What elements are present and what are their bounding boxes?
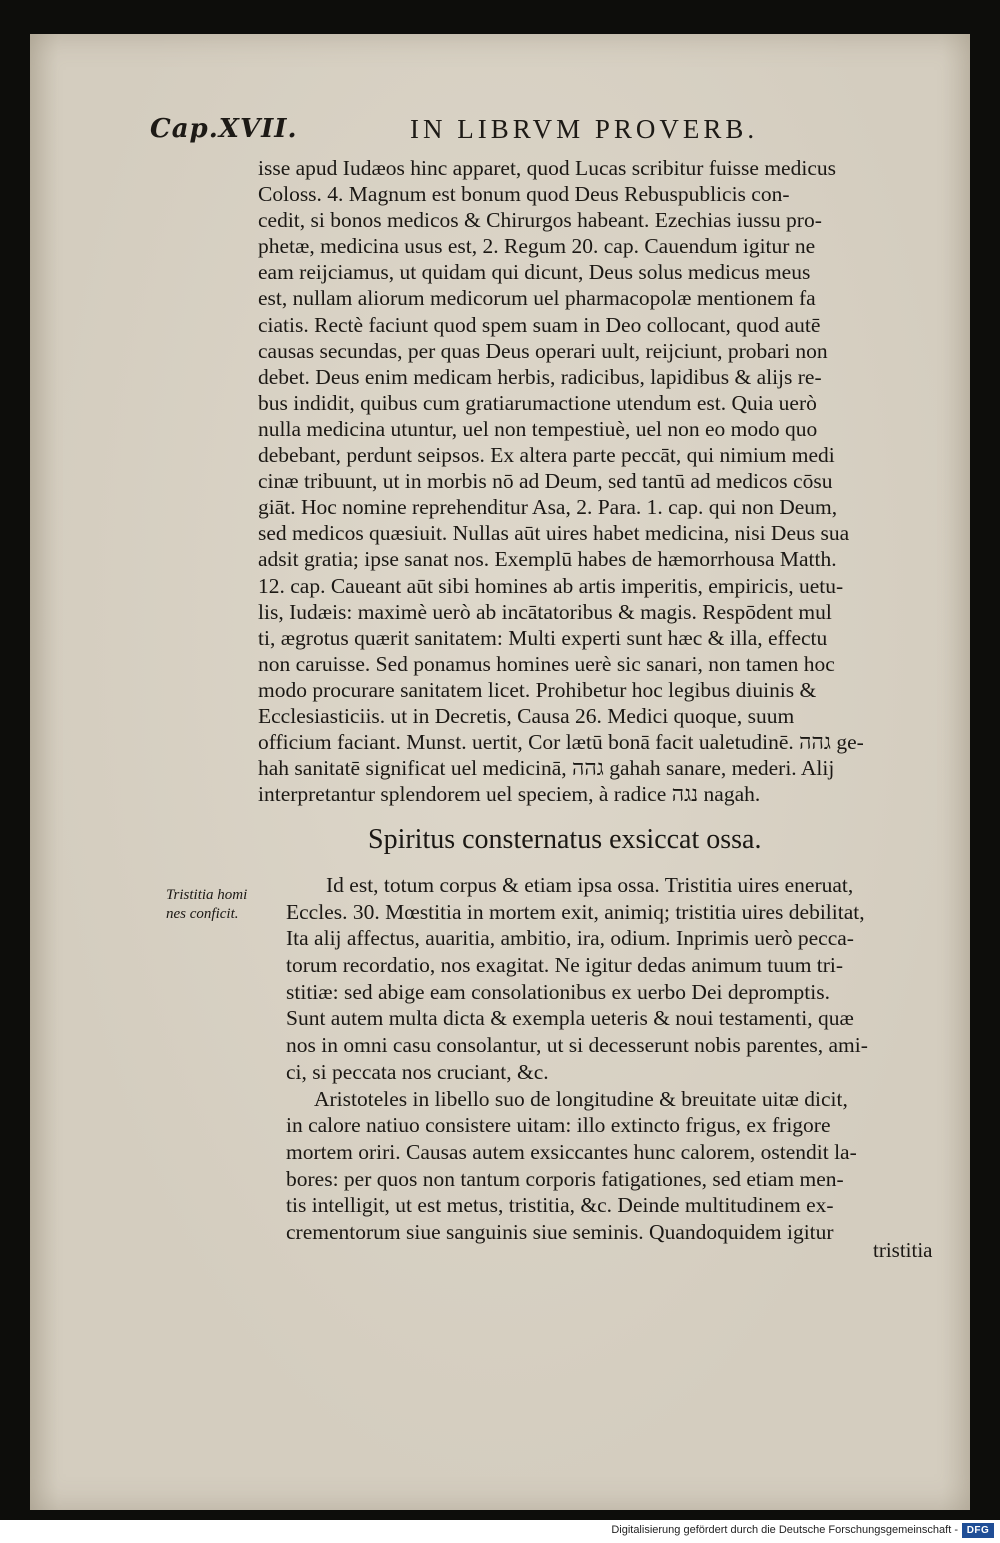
- text-line: ciatis. Rectè faciunt quod spem suam in Deo collocant, quod autē: [258, 312, 821, 337]
- text-line: bores: per quos non tantum corporis fatigationes, sed etiam men-: [286, 1166, 844, 1191]
- text-line: isse apud Iudæos hinc apparet, quod Lucas scribitur fuisse medicus: [258, 156, 836, 180]
- margin-note: [166, 886, 286, 924]
- text-line: nulla medicina utuntur, uel non tempestiuè, uel non eo modo quo: [258, 416, 818, 441]
- chapter-label: Cap.XVII.: [150, 114, 298, 144]
- text-line: phetæ, medicina usus est, 2. Regum 20. cap. Cauendum igitur ne: [258, 234, 816, 259]
- text-line: adsit gratia; ipse sanat nos. Exemplū habes de hæmorrhousa Matth.: [258, 547, 837, 572]
- footer-credit: Digitalisierung gefördert durch die Deutsche Forschungsgemeinschaft -: [611, 1524, 958, 1536]
- margin-note-line: nes conficit.: [166, 906, 239, 922]
- running-title: IN LIBRVM PROVERB.: [410, 114, 759, 144]
- catchword: tristitia: [873, 1238, 933, 1262]
- text-line: debebant, perdunt seipsos. Ex altera parte peccāt, qui nimium medi: [258, 443, 835, 468]
- text-line: causas secundas, per quas Deus operari uult, reijciunt, probari non: [258, 338, 828, 363]
- text-line: ci, si peccata nos cruciant, &c.: [286, 1059, 549, 1084]
- text-line: Eccles. 30. Mœstitia in mortem exit, animiq; tristitia uires debilitat,: [286, 899, 865, 924]
- text-line: sed medicos quæsiuit. Nullas aūt uires habet medicina, nisi Deus sua: [258, 521, 850, 546]
- text-line: Ecclesiasticiis. ut in Decretis, Causa 26. Medici quoque, suum: [258, 703, 795, 728]
- text-line: Ita alij affectus, auaritia, ambitio, ira, odium. Inprimis uerò pecca-: [286, 926, 854, 951]
- paragraph-2-3: [286, 872, 940, 1246]
- running-head: [150, 114, 950, 154]
- text-line: est, nullam aliorum medicorum uel pharmacopolæ mentionem fa: [258, 286, 816, 311]
- text-line: lis, Iudæis: maximè uerò ab incātatoribus & magis. Respōdent mul: [258, 599, 832, 624]
- text-line: ti, ægrotus quærit sanitatem: Multi experti sunt hæc & illa, effectu: [258, 625, 828, 650]
- text-line: giāt. Hoc nomine reprehenditur Asa, 2. Para. 1. cap. qui non Deum,: [258, 495, 838, 520]
- text-line: nos in omni casu consolantur, ut si decesserunt nobis parentes, ami-: [286, 1033, 868, 1058]
- text-line: mortem oriri. Causas autem exsiccantes hunc calorem, ostendit la-: [286, 1139, 857, 1164]
- text-line: Sunt autem multa dicta & exempla ueteris & noui testamenti, quæ: [286, 1006, 854, 1031]
- text-line: cedit, si bonos medicos & Chirurgos habeant. Ezechias iussu pro-: [258, 208, 822, 233]
- footer-bar: [0, 1520, 1000, 1543]
- section-heading: Spiritus consternatus exsiccat ossa.: [368, 824, 762, 855]
- text-line: interpretantur splendorem uel speciem, à radice נגה nagah.: [258, 782, 761, 807]
- text-line: bus indidit, quibus cum gratiarumactione utendum est. Quia uerò: [258, 390, 817, 415]
- text-line: crementorum siue sanguinis siue seminis. Quandoquidem igitur: [286, 1219, 834, 1244]
- text-line: stitiæ: sed abige eam consolationibus ex uerbo Dei depromptis.: [286, 979, 830, 1004]
- paragraph-1: [258, 155, 940, 807]
- text-line: Id est, totum corpus & etiam ipsa ossa. Tristitia uires eneruat,: [326, 873, 854, 897]
- text-line: modo procurare sanitatem licet. Prohibetur hoc legibus diuinis &: [258, 677, 817, 702]
- dfg-logo[interactable]: DFG: [962, 1523, 994, 1538]
- text-line: tis intelligit, ut est metus, tristitia, &c. Deinde multitudinem ex-: [286, 1193, 834, 1218]
- text-line: non caruisse. Sed ponamus homines uerè sic sanari, non tamen hoc: [258, 651, 835, 676]
- text-line: Coloss. 4. Magnum est bonum quod Deus Rebuspublicis con-: [258, 182, 790, 207]
- text-line: debet. Deus enim medicam herbis, radicibus, lapidibus & alijs re-: [258, 364, 822, 389]
- text-line: hah sanitatē significat uel medicinā, גהה gahah sanare, mederi. Alij: [258, 756, 835, 781]
- text-line: Aristoteles in libello suo de longitudine & breuitate uitæ dicit,: [314, 1086, 848, 1111]
- text-line: officium faciant. Munst. uertit, Cor lætū bonā facit ualetudinē. גהה ge-: [258, 730, 864, 755]
- text-line: cinæ tribuunt, ut in morbis nō ad Deum, sed tantū ad medicos cōsu: [258, 469, 833, 494]
- text-line: torum recordatio, nos exagitat. Ne igitur dedas animum tuum tri-: [286, 953, 844, 978]
- text-line: 12. cap. Caueant aūt sibi homines ab artis imperitis, empiricis, uetu-: [258, 573, 844, 598]
- text-line: in calore natiuo consistere uitam: illo extincto frigus, ex frigore: [286, 1113, 831, 1138]
- text-line: eam reijciamus, ut quidam qui dicunt, Deus solus medicus meus: [258, 260, 811, 285]
- margin-note-line: Tristitia homi: [166, 887, 248, 903]
